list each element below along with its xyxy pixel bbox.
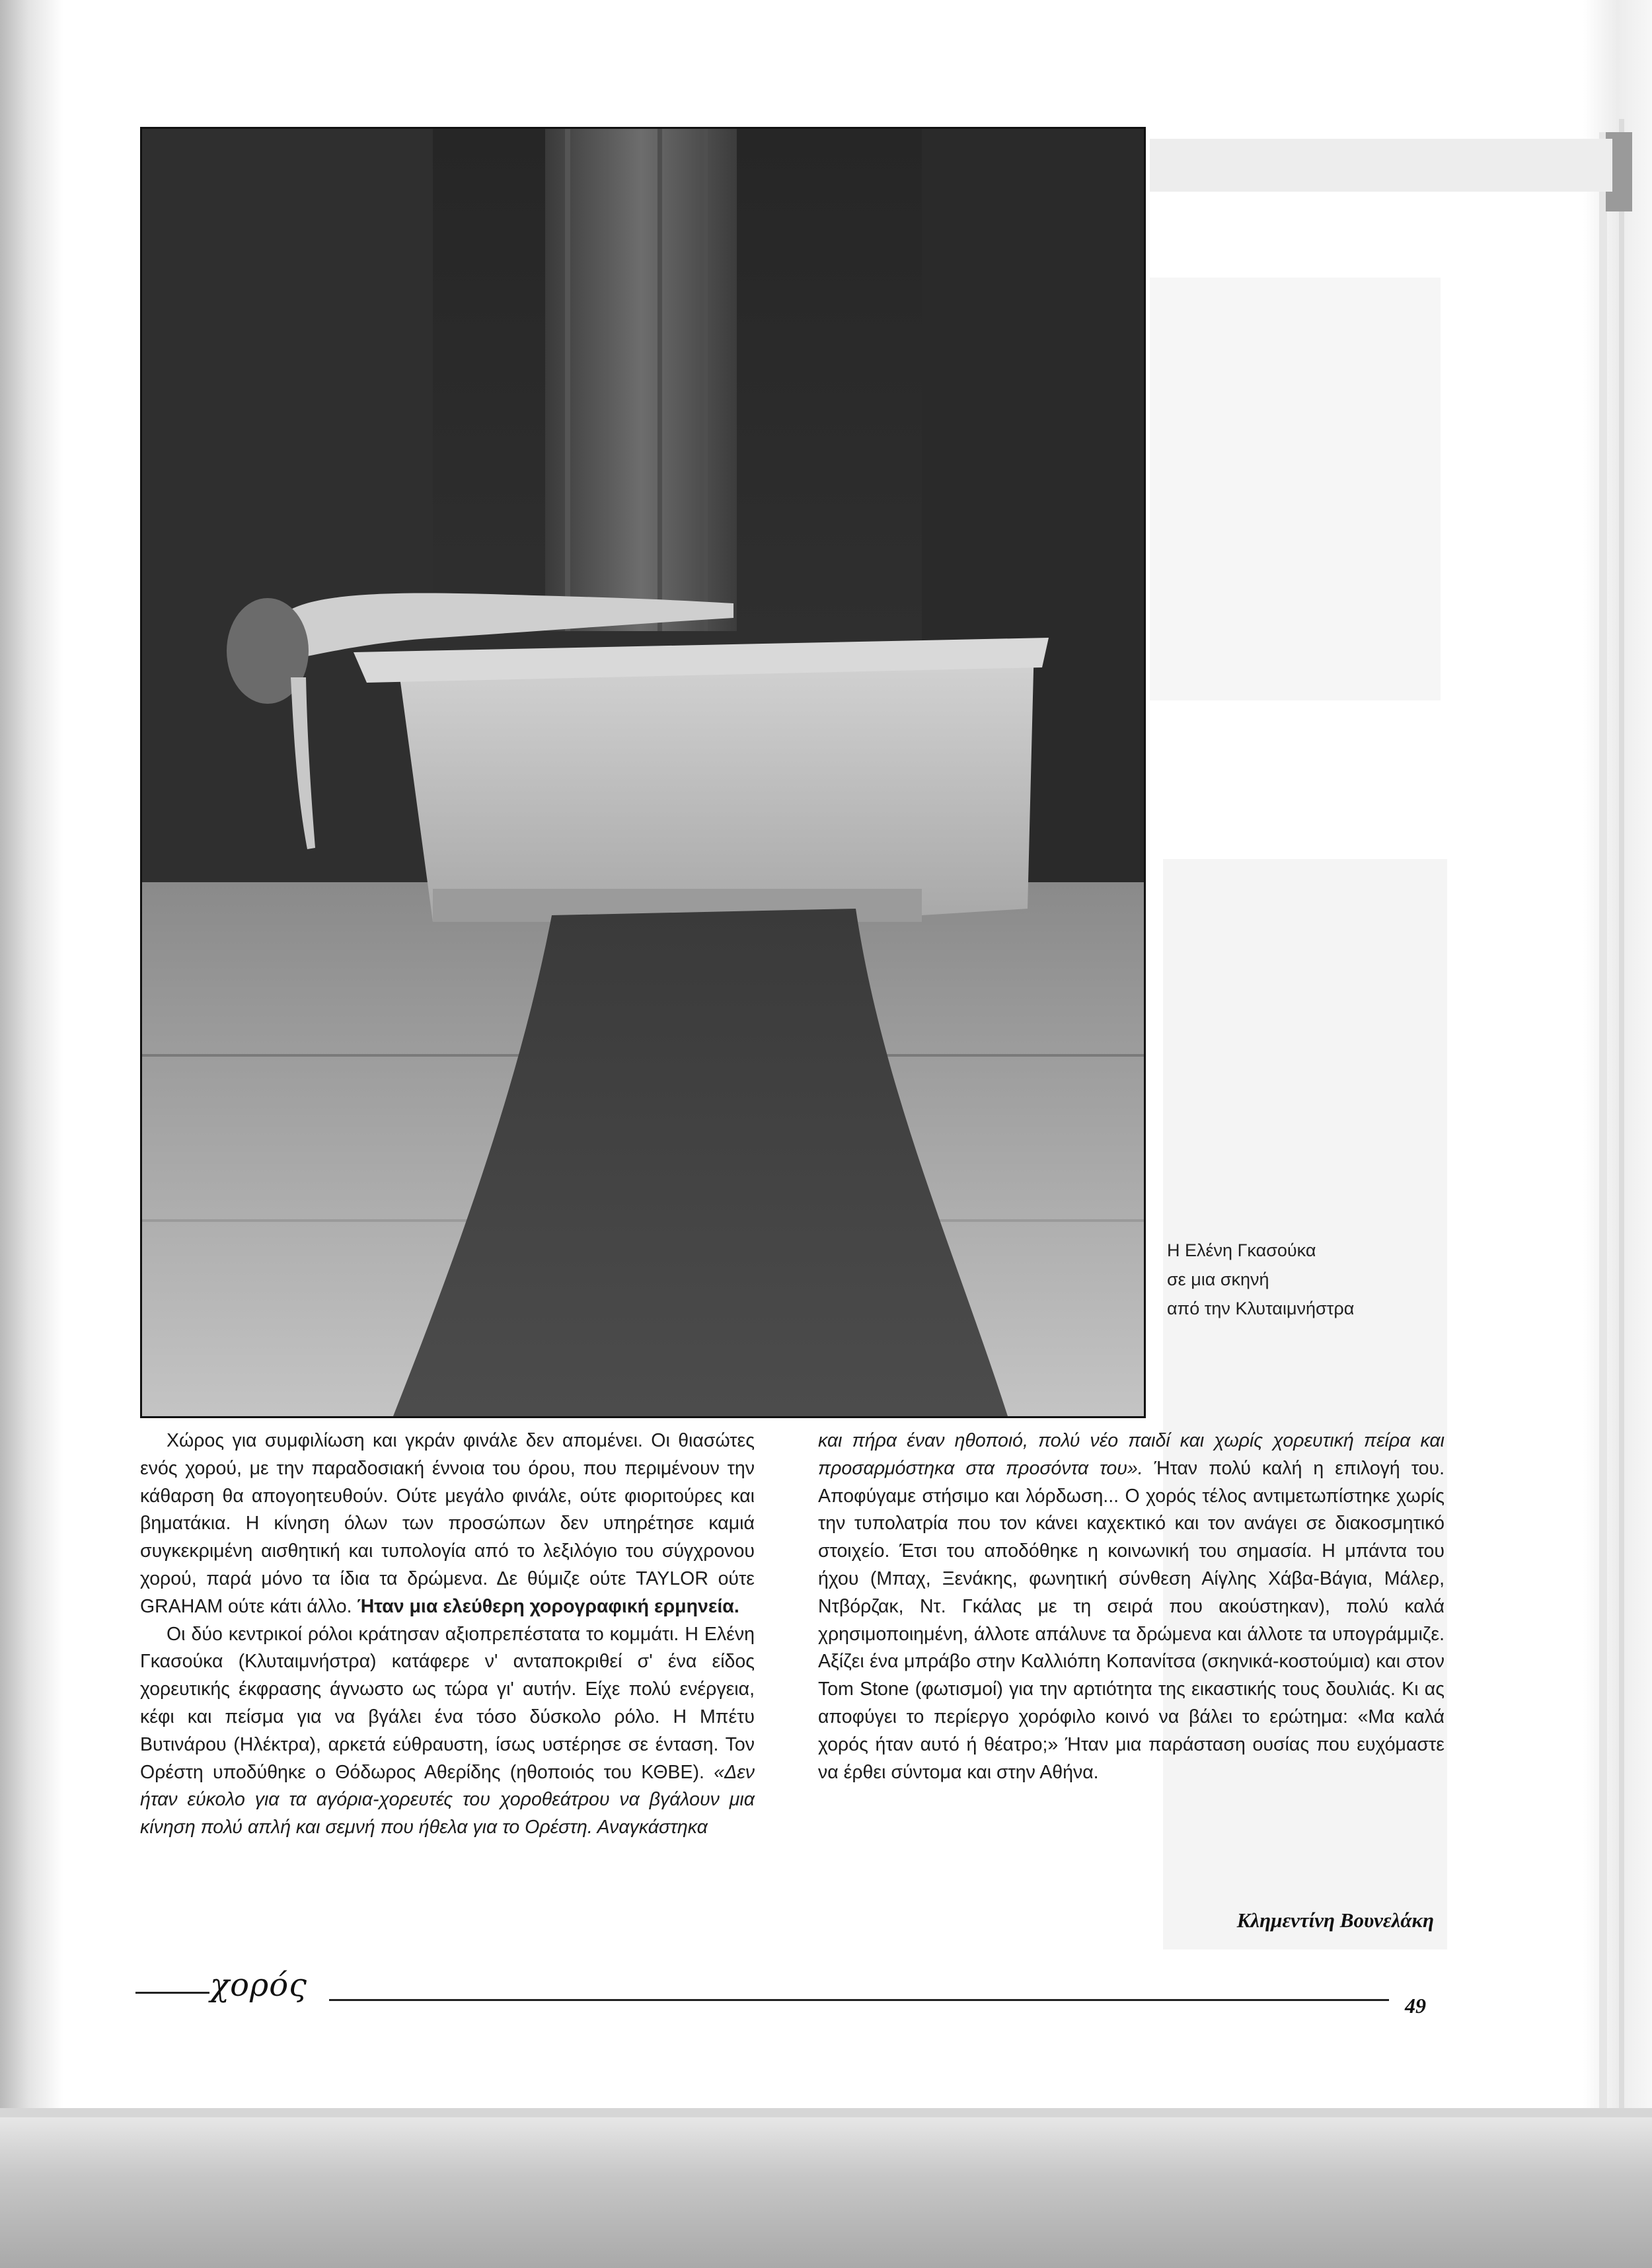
paragraph [818, 1427, 1445, 1786]
footer-rule-right [329, 1999, 1389, 2001]
paragraph-bold-text: Ήταν μια ελεύθερη χορογραφική ερμηνεία. [357, 1595, 739, 1617]
article-right-column [818, 1427, 1445, 1786]
page-number: 49 [1405, 1994, 1426, 2018]
paragraph [140, 1621, 755, 1842]
article-photo [140, 127, 1146, 1418]
paragraph-text: Οι δύο κεντρικοί ρόλοι κράτησαν αξιοπρεπέστατα το κομμάτι. Η Ελένη Γκασούκα (Κλυταιμνήστρα) κατάφερε ν' ανταποκριθεί σ' ένα είδος χορευτικής έκφρασης άγνωστο ως τώρα γι' αυτήν. Είχε πολύ ενέργεια, κέφι και πείσμα για να βγάλει ένα τόσο δύσκολο ρόλο. Η Μπέτυ Βυτινάρου (Ηλέκτρα), αρκετά εύθραυστη, ίσως υστέρησε σε ένταση. Τον Ορέστη υποδύθηκε ο Θόδωρος Αθερίδης (ηθοποιός του ΚΘΒΕ). [140, 1623, 755, 1783]
article-author: Κλημεντίνη Βουνελάκη [1236, 1909, 1434, 1932]
quote-text: «Δεν ήταν εύκολο για τα αγόρια-χορευτές του χοροθεάτρου να βγάλουν μια κίνηση πολύ απλή και σεμνή που ήθελα για το Ορέστη. Αναγκάστηκα [140, 1761, 755, 1838]
paragraph-text: Χώρος για συμφιλίωση και γκράν φινάλε δεν απομένει. Οι θιασώτες ενός χορού, με την παραδοσιακή έννοια του όρου, που περιμένουν την κάθαρση θα απογοητευθούν. Ούτε μεγάλο φινάλε, ούτε φιοριτούρες και βηματάκια. Η κίνηση όλων των προσώπων δεν υπηρέτησε καμιά συγκεκριμένη αισθητική και τυπολογία από το λεξιλόγιο του σύγχρονου χορού, παρά μόνο τα ίδια τα δρώμενα. Δε θύμιζε ούτε TAYLOR ούτε GRAHAM ούτε κάτι άλλο. [140, 1430, 755, 1617]
paragraph-text: Ήταν πολύ καλή η επιλογή του. Αποφύγαμε στήσιμο και λόρδωση... Ο χορός τέλος αντιμετωπίστηκε χωρίς την τυπολατρία που τον κάνει καχεκτικό και τον ανάγει σε διακοσμητικό στοιχείο. Έτσι του αποδόθηκε η κοινωνική του σημασία. Η μπάντα του ήχου (Μπαχ, Ξενάκης, φωνητική σύνθεση Αίγλης Χάβα-Βάγια, Μάλερ, Ντβόρζακ, Ντ. Γκάλας με τη σειρά που ακούστηκαν), πολύ καλά χρησιμοποιημένη, άλλοτε απάλυνε τα δρώμενα και άλλοτε τα υπογράμμιζε. Αξίζει ένα μπράβο στην Καλλιόπη Κοπανίτσα (σκηνικά-κοστούμια) και στον Tom Stone (φωτισμοί) για την αρτιότητα της εικαστικής τους δουλιάς. Κι ας αποφύγει το περίεργο χορόφιλο κοινό να βάλει το ερώτημα: «Μα καλά χορός ήταν αυτό ή θέατρο;» Ήταν μια παράσταση ουσίας που ευχόμαστε να έρθει σύντομα και στην Αθήνα. [818, 1457, 1445, 1783]
article-left-column [140, 1427, 755, 1842]
paragraph [140, 1427, 755, 1621]
caption-line: σε μια σκηνή [1167, 1269, 1269, 1289]
quote-text: και πήρα έναν ηθοποιό, πολύ νέο παιδί και χωρίς χορευτική πείρα και προσαρμόστηκα στα προσόντα του». [818, 1430, 1445, 1479]
stage-bathtub-image [142, 129, 1144, 1416]
photo-caption [1167, 1236, 1431, 1323]
caption-line: Η Ελένη Γκασούκα [1167, 1240, 1316, 1260]
caption-line: από την Κλυταιμνήστρα [1167, 1299, 1355, 1318]
magazine-title: χορός [210, 1967, 307, 2004]
footer-rule-left [135, 1992, 209, 1994]
